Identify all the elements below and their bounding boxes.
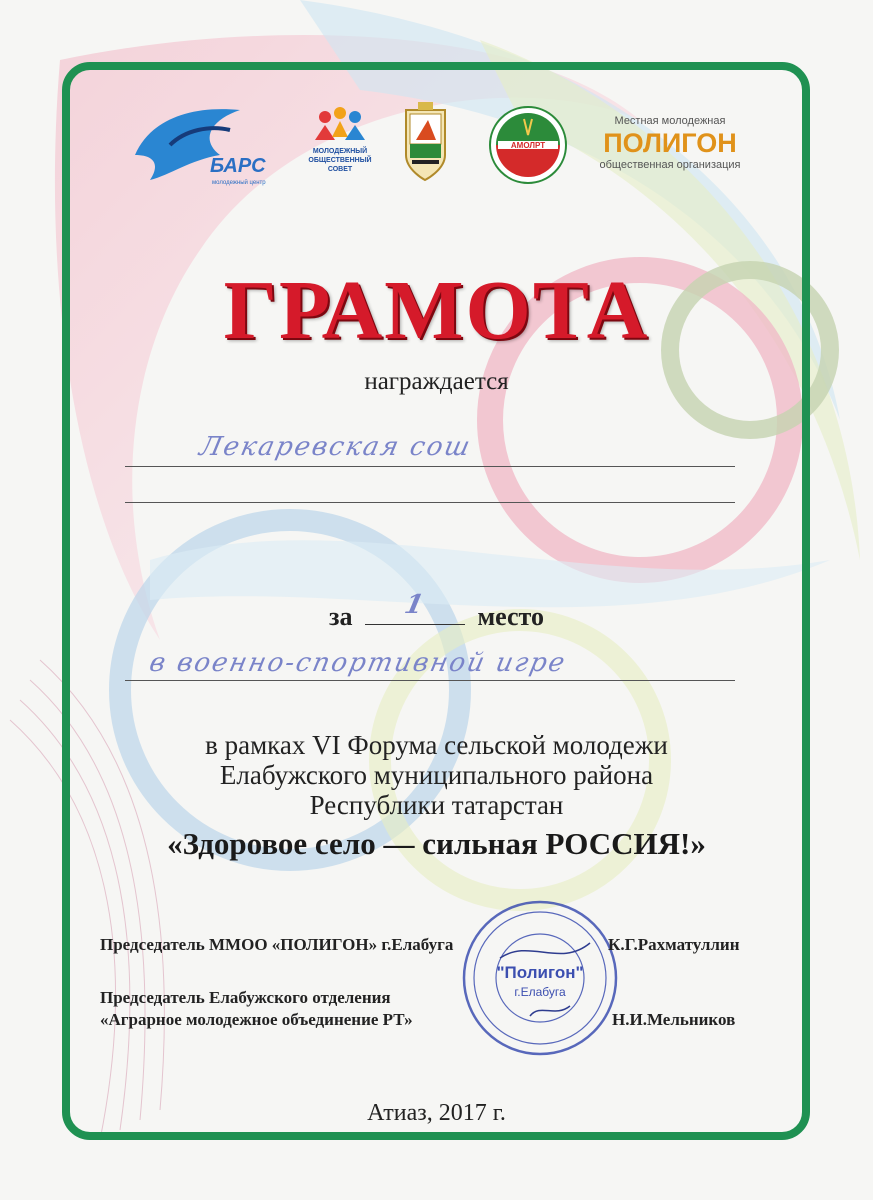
signature-2-role-line-1: Председатель Елабужского отделения [100,988,391,1007]
place-blank [365,590,465,625]
youth-council-logo-icon [305,105,375,185]
coat-of-arms-icon [398,100,453,190]
body-line-2: Елабужского муниципального района [219,760,654,790]
council-line-1: МОЛОДЕЖНЫЙ [312,148,368,155]
stamp-center-name: "Полигон" [496,963,584,982]
poligon-bottom-text: общественная организация [599,159,741,171]
poligon-logo-icon [585,112,755,178]
council-line-3: СОВЕТ [327,166,353,173]
achievement-line [125,680,735,681]
recipient-handwritten: Лекаревская сош [196,432,475,462]
achievement-handwritten: в военно-спортивной игре [146,648,570,678]
poligon-top-text: Местная молодежная [614,115,726,127]
signature-1-name: К.Г.Рахматуллин [608,935,740,954]
recipient-line-1 [125,466,735,467]
bars-logo-icon [130,100,280,190]
logos-row [120,100,760,190]
place-value-handwritten: 1 [401,590,429,620]
bars-logo-text: БАРС [210,155,266,177]
poligon-name-text: ПОЛИГОН [603,128,737,158]
place-suffix: место [477,602,544,631]
place-row [0,590,873,632]
signature-2-role-line-2: «Аграрное молодежное объединение РТ» [100,1010,413,1029]
footer-place-date: Атиаз, 2017 г. [367,1100,506,1126]
stamp-center-city: г.Елабуга [514,985,566,999]
body-line-1: в рамках VI Форума сельской молодежи [205,730,668,760]
council-line-2: ОБЩЕСТВЕННЫЙ [308,157,372,164]
recipient-line-2 [125,502,735,503]
slogan: «Здоровое село — сильная РОССИЯ!» [167,826,706,861]
amo-rt-logo-icon [488,105,568,185]
bars-logo-subtext: молодежный центр [212,180,266,186]
certificate-title: ГРАМОТА [223,264,650,357]
signature-1-role: Председатель ММОО «ПОЛИГОН» г.Елабуга [100,935,454,954]
official-stamp-icon [460,898,620,1058]
awarded-label: награждается [364,368,509,395]
signature-2-name: Н.И.Мельников [612,1010,736,1029]
body-line-3: Республики татарстан [309,790,564,820]
place-prefix: за [329,602,353,631]
amo-logo-text: АМОЛРТ [510,141,546,150]
